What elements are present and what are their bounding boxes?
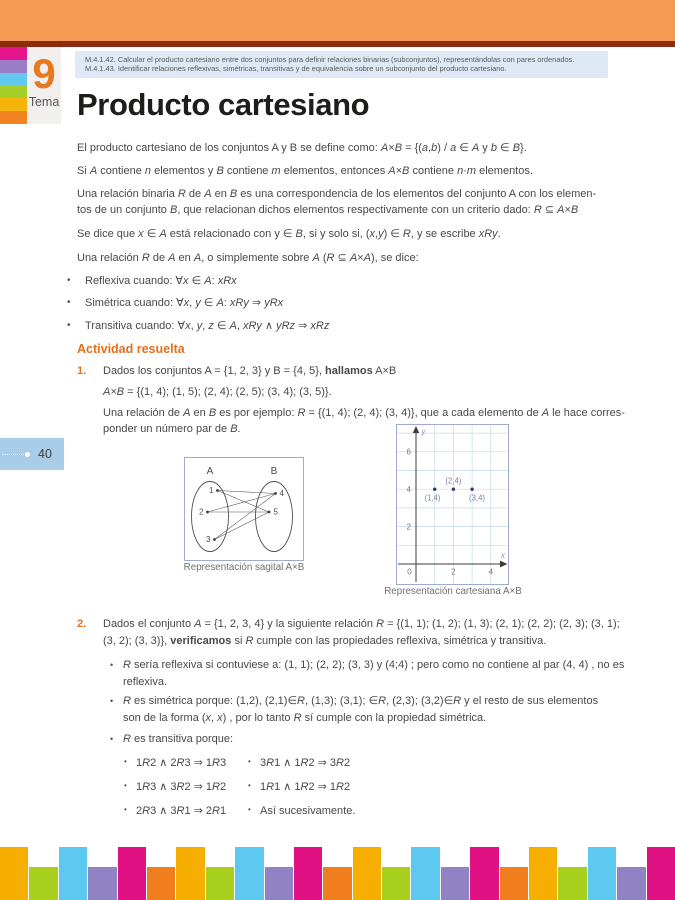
color-square bbox=[0, 47, 27, 60]
footer-bars bbox=[0, 847, 675, 900]
intro-paragraph: Se dice que x ∈ A está relacionado con y ∈ B, si y solo si, (x,y) ∈ R, y se escribe xRy. bbox=[77, 227, 501, 240]
color-square bbox=[0, 73, 27, 86]
svg-text:5: 5 bbox=[273, 507, 278, 517]
activity-item-2 bbox=[77, 616, 633, 827]
item-number: 2. bbox=[77, 618, 87, 630]
item1-note: Una relación de A en B es por ejemplo: R = {(1, 4); (2, 4); (3, 4)}, que a cada elemento de A le hace corres- ponder un número par de B. bbox=[103, 406, 625, 436]
footer-bar bbox=[529, 847, 557, 900]
transitive-example: • Así sucesivamente. bbox=[248, 803, 355, 820]
footer-bar bbox=[353, 847, 381, 900]
property-simetrica: • Simétrica cuando: ∀x, y ∈ A: xRy ⇒ yRx bbox=[67, 295, 637, 312]
footer-bar bbox=[558, 867, 586, 900]
transitive-left-column bbox=[124, 755, 248, 827]
item1-line: Dados los conjuntos A = {1, 2, 3} y B = {4, 5}, hallamos A×B bbox=[103, 364, 397, 377]
footer-bar bbox=[411, 847, 439, 900]
svg-text:0: 0 bbox=[407, 567, 412, 577]
color-square bbox=[0, 98, 27, 111]
svg-text:(1,4): (1,4) bbox=[424, 493, 441, 503]
footer-bar bbox=[118, 847, 146, 900]
item2-bullet-transitiva: • R es transitiva porque: bbox=[77, 731, 633, 748]
item2-bullet-reflexiva: • R sería reflexiva si contuviese a: (1, 1); (2, 2); (3, 3) y (4;4) ; pero como no contiene al par (4, 4) , no es reflexiva. bbox=[77, 657, 633, 690]
svg-text:6: 6 bbox=[406, 447, 411, 457]
svg-text:2: 2 bbox=[199, 507, 204, 517]
tema-number: 9 bbox=[32, 50, 56, 97]
footer-bar bbox=[470, 847, 498, 900]
svg-text:3: 3 bbox=[206, 535, 211, 544]
footer-bar bbox=[235, 847, 263, 900]
dotted-leader bbox=[2, 454, 24, 455]
footer-bar bbox=[0, 847, 28, 900]
set-b-label: B bbox=[270, 466, 278, 477]
svg-text:(2,4): (2,4) bbox=[445, 476, 462, 486]
cartesian-figure bbox=[396, 424, 509, 585]
page-number: 40 bbox=[38, 447, 52, 461]
maroon-accent-band bbox=[0, 41, 675, 47]
footer-bar bbox=[206, 867, 234, 900]
transitive-columns bbox=[124, 755, 633, 827]
sagittal-caption: Representación sagital A×B bbox=[183, 562, 305, 573]
objective-line-2: M.4.1.43. Identificar relaciones reflexivas, simétricas, transitivas y de equivalencia sobre un subconjunto del producto cartesiano. bbox=[85, 64, 507, 74]
transitive-example: • 1R2 ∧ 2R3 ⇒ 1R3 bbox=[124, 755, 248, 772]
intro-paragraph: El producto cartesiano de los conjuntos A y B se define como: A×B = {(a,b) / a ∈ A y b ∈ B}. bbox=[77, 142, 527, 154]
top-orange-band bbox=[0, 0, 675, 41]
footer-bar bbox=[59, 847, 87, 900]
color-square bbox=[0, 60, 27, 73]
footer-bar bbox=[88, 867, 116, 900]
footer-bar bbox=[147, 867, 175, 900]
color-square bbox=[0, 111, 27, 124]
svg-text:2: 2 bbox=[406, 522, 411, 532]
item2-head: Dados el conjunto A = {1, 2, 3, 4} y la siguiente relación R = {(1, 1); (1, 2); (1, 3); (2, 1); (2, 2); (2, 3); (3, 1); (3, 2); (3, 3)}, verificamos si R cumple con las propiedades reflexiva, simétrica y transitiva. bbox=[103, 618, 620, 647]
activity-heading: Actividad resuelta bbox=[77, 341, 185, 356]
svg-text:4: 4 bbox=[488, 567, 494, 577]
transitive-example: • 1R3 ∧ 3R2 ⇒ 1R2 bbox=[124, 779, 248, 796]
cartesian-caption: Representación cartesiana A×B bbox=[384, 586, 522, 597]
color-square bbox=[0, 85, 27, 98]
transitive-right-column bbox=[248, 755, 355, 827]
transitive-example: • 3R1 ∧ 1R2 ⇒ 3R2 bbox=[248, 755, 355, 772]
activity-item-1 bbox=[77, 363, 637, 438]
footer-bar bbox=[647, 847, 675, 900]
footer-bar bbox=[323, 867, 351, 900]
tema-box bbox=[27, 47, 61, 124]
main-content bbox=[77, 140, 637, 438]
svg-text:x: x bbox=[501, 551, 505, 560]
property-transitiva: • Transitiva cuando: ∀x, y, z ∈ A, xRy ∧ yRz ⇒ xRz bbox=[67, 318, 637, 335]
footer-bar bbox=[265, 867, 293, 900]
sagittal-figure bbox=[184, 457, 304, 561]
item-number: 1. bbox=[77, 364, 87, 377]
footer-bar bbox=[500, 867, 528, 900]
footer-bar bbox=[29, 867, 57, 900]
item2-bullets bbox=[77, 657, 633, 747]
objectives-box bbox=[75, 51, 608, 78]
footer-bar bbox=[588, 847, 616, 900]
footer-bar bbox=[617, 867, 645, 900]
footer-bar bbox=[382, 867, 410, 900]
item2-bullet-simetrica: • R es simétrica porque: (1,2), (2,1)∈R, (1,3); (3,1); ∈R, (2,3); (3,2)∈R y el resto de sus elementos son de la forma (x, x) , por lo tanto R sí cumple con la propiedad simétrica. bbox=[77, 693, 633, 726]
intro-paragraph: Si A contiene n elementos y B contiene m elementos, entonces A×B contiene n·m elementos. bbox=[77, 164, 533, 177]
page-title: Producto cartesiano bbox=[77, 87, 370, 122]
footer-bar bbox=[176, 847, 204, 900]
page-number-tab bbox=[0, 438, 64, 470]
intro-paragraph: Una relación R de A en A, o simplemente sobre A (R ⊆ A×A), se dice: bbox=[77, 252, 419, 264]
svg-text:4: 4 bbox=[279, 489, 284, 498]
properties-list bbox=[67, 273, 637, 335]
item1-formula: A×B = {(1, 4); (1, 5); (2, 4); (2, 5); (3, 4); (3, 5)}. bbox=[103, 385, 332, 398]
tema-label: Tema bbox=[28, 95, 60, 109]
objective-line-1: M.4.1.42. Calcular el producto cartesiano entre dos conjuntos para definir relaciones binarias (subconjuntos), representándolas con pares ordenados. bbox=[85, 54, 575, 64]
item2-head-row bbox=[77, 616, 633, 649]
svg-text:1: 1 bbox=[209, 486, 214, 495]
sidebar-squares bbox=[0, 47, 27, 124]
svg-text:4: 4 bbox=[406, 484, 411, 494]
leader-dot bbox=[25, 452, 30, 457]
intro-paragraph: Una relación binaria R de A en B es una correspondencia de los elementos del conjunto A con los elemen- tos de un conjunto B, que relacionan dichos elementos respectivamente con un criterio dado: R ⊆ A×B bbox=[77, 187, 597, 216]
transitive-example: • 1R1 ∧ 1R2 ⇒ 1R2 bbox=[248, 779, 355, 796]
set-a-label: A bbox=[206, 466, 214, 477]
footer-bar bbox=[294, 847, 322, 900]
footer-bar bbox=[441, 867, 469, 900]
svg-text:2: 2 bbox=[451, 567, 456, 577]
figure-border bbox=[397, 425, 509, 585]
property-reflexiva: • Reflexiva cuando: ∀x ∈ A: xRx bbox=[67, 273, 637, 290]
svg-text:(3,4): (3,4) bbox=[468, 493, 486, 503]
transitive-example: • 2R3 ∧ 3R1 ⇒ 2R1 bbox=[124, 803, 248, 820]
svg-text:y: y bbox=[421, 427, 426, 436]
